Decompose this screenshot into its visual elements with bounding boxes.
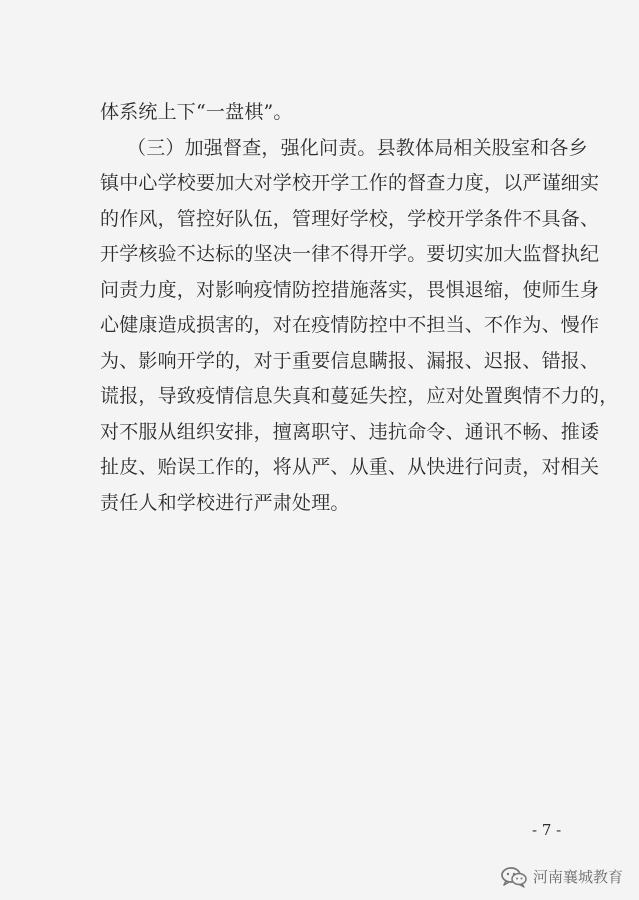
page-number: - 7 - <box>532 821 562 839</box>
paragraph-line: 谎报，导致疫情信息失真和蔓延失控，应对处置舆情不力的， <box>100 385 619 407</box>
wechat-watermark <box>500 863 635 891</box>
paragraph-line: 的作风，管控好队伍，管理好学校，学校开学条件不具备、 <box>100 208 600 230</box>
paragraph-line: 对不服从组织安排，擅离职守、违抗命令、通讯不畅、推诿 <box>100 421 600 443</box>
paragraph-line: （三）加强督查，强化问责。县教体局相关股室和各乡 <box>127 137 588 159</box>
paragraph-line: 镇中心学校要加大对学校开学工作的督查力度，以严谨细实 <box>100 172 600 194</box>
paragraph-line: 开学核验不达标的坚决一律不得开学。要切实加大监督执纪 <box>100 243 600 265</box>
paragraph-line: 问责力度，对影响疫情防控措施落实，畏惧退缩，使师生身 <box>100 279 600 301</box>
paragraph-line: 心健康造成损害的，对在疫情防控中不担当、不作为、慢作 <box>100 314 600 336</box>
paragraph-line: 责任人和学校进行严肃处理。 <box>100 492 350 514</box>
watermark-text: 河南襄城教育 <box>533 868 624 886</box>
paragraph-line: 为、影响开学的，对于重要信息瞒报、漏报、迟报、错报、 <box>100 350 600 372</box>
paragraph-line: 扯皮、贻误工作的，将从严、从重、从快进行问责，对相关 <box>100 456 600 478</box>
paragraph-line: 体系统上下“一盘棋”。 <box>100 101 293 123</box>
wechat-icon <box>500 866 528 888</box>
